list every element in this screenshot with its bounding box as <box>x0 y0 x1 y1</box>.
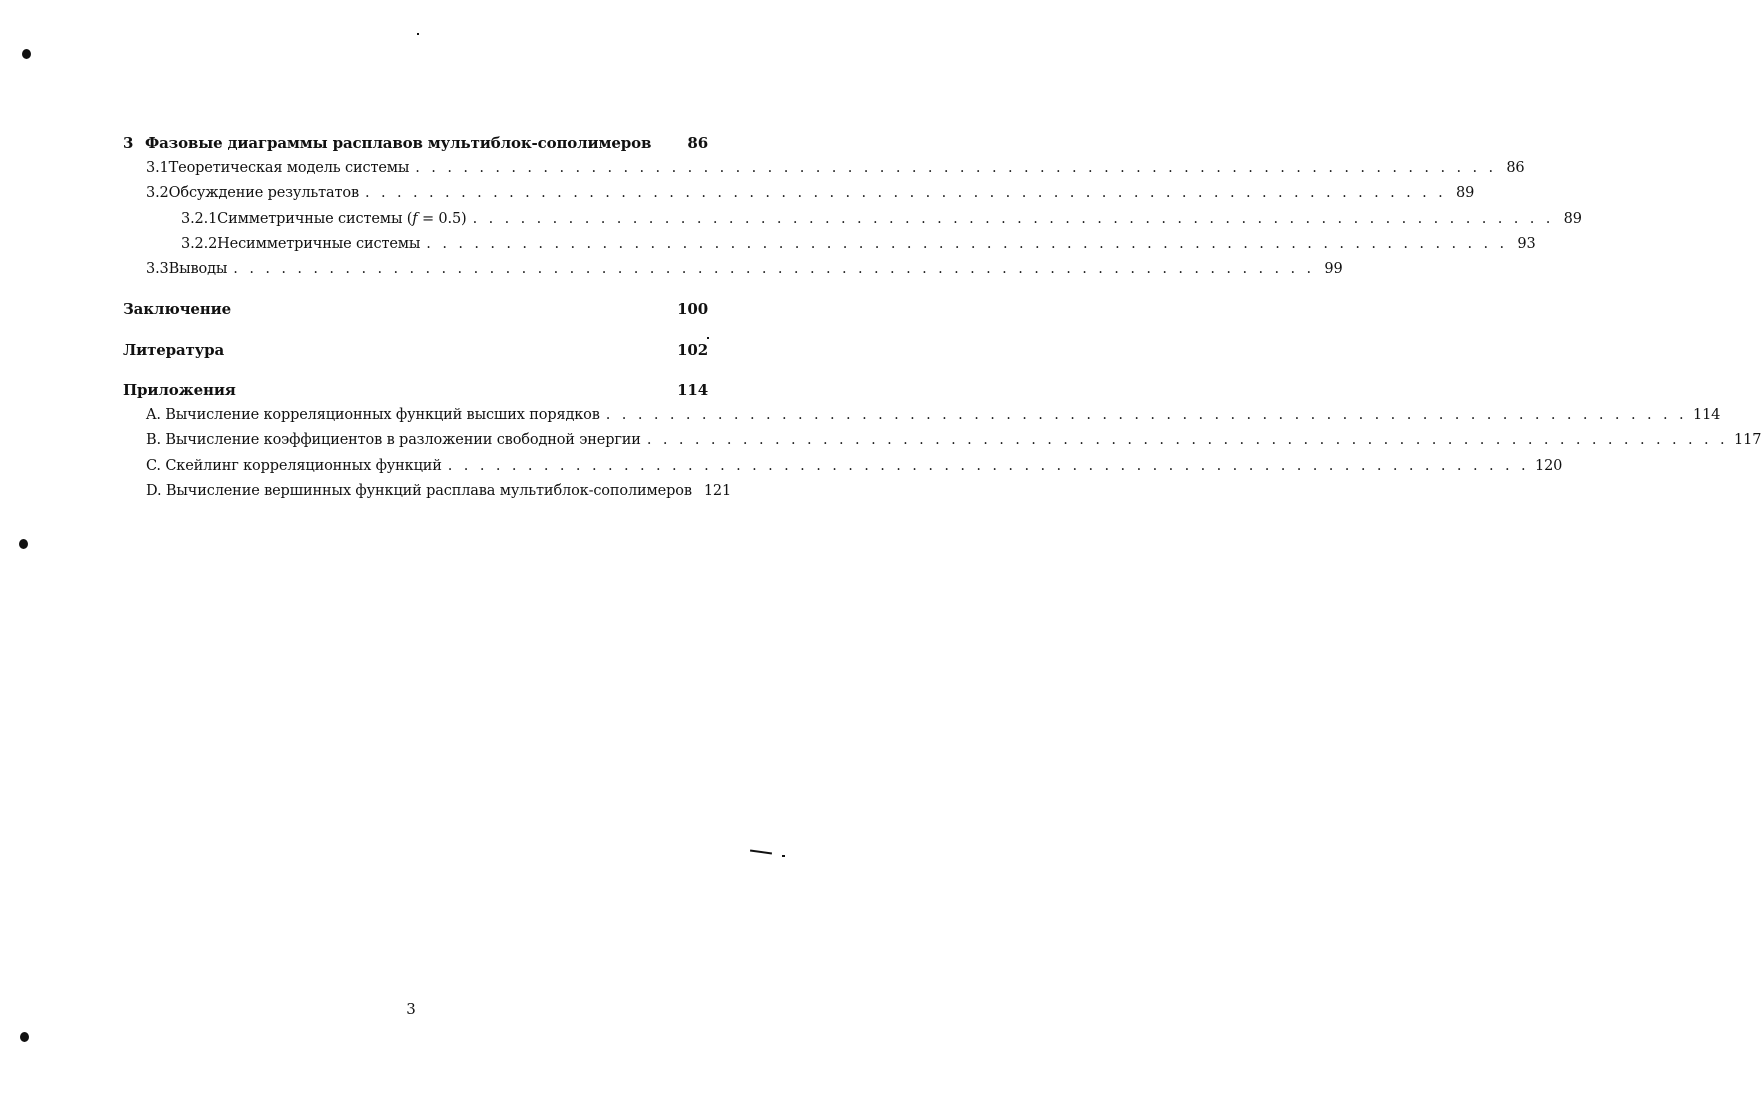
toc-page-number: 89 <box>1563 211 1582 227</box>
toc-section-number: 3.3 <box>146 261 169 277</box>
toc-leader-dots: . . . . . . . . . . . . . . . . . . . . . . . . . . . . . . . . . . . . . . . . . . . . . . . . . . . . . . . . . . . . . . . . . . . . <box>426 236 1508 252</box>
toc-section-title: Обсуждение результатов <box>168 185 359 201</box>
toc-page-number: 117 <box>1734 432 1761 448</box>
toc-literature[interactable] <box>0 339 792 361</box>
toc-chapter-title: Приложения <box>123 381 236 399</box>
toc-leader-dots: . . . . . . . . . . . . . . . . . . . . . . . . . . . . . . . . . . . . . . . . . . . . . . . . . . . . . . . . . . . . . . . . . . . . <box>605 407 1688 423</box>
toc-leader-dots: . . . . . . . . . . . . . . . . . . . . . . . . . . . . . . . . . . . . . . . . . . . . . . . . . . . . . . . . . . . . . . . . . . . . <box>233 261 1315 277</box>
toc-section-3-3[interactable] <box>0 258 1343 280</box>
scan-speck <box>782 855 785 857</box>
toc-leader-dots: . . . . . . . . . . . . . . . . . . . . . . . . . . . . . . . . . . . . . . . . . . . . . . . . . . . . . . . . . . . . . . . . . . . . <box>472 211 1554 227</box>
scan-speck <box>417 33 419 35</box>
toc-conclusion[interactable] <box>0 298 792 320</box>
toc-page-number: 86 <box>687 134 708 152</box>
toc-page-number: 93 <box>1517 236 1536 252</box>
toc-chapter-3[interactable] <box>0 132 792 154</box>
toc-page-number: 121 <box>703 483 732 499</box>
toc-appendix-title: A. Вычисление корреляционных функций высших порядков <box>146 407 600 423</box>
toc-appendix-b[interactable] <box>0 429 1761 451</box>
toc-leader-dots: . . . . . . . . . . . . . . . . . . . . . . . . . . . . . . . . . . . . . . . . . . . . . . . . . . . . . . . . . . . . . . . . . . . . <box>646 432 1729 448</box>
toc-leader-dots: . . . . . . . . . . . . . . . . . . . . . . . . . . . . . . . . . . . . . . . . . . . . . . . . . . . . . . . . . . . . . . . . . . . . <box>447 458 1530 474</box>
toc-chapter-number: 3 <box>123 134 134 152</box>
toc-chapter-title: Заключение <box>123 300 231 318</box>
toc-appendices[interactable] <box>0 379 792 401</box>
scan-stroke <box>750 849 772 854</box>
toc-appendix-c[interactable] <box>0 455 1563 477</box>
toc-page-number: 86 <box>1506 160 1525 176</box>
page-number: 3 <box>406 1000 416 1018</box>
toc-section-number: 3.2 <box>146 185 169 201</box>
math-variable: f <box>412 211 418 227</box>
binder-hole-bottom <box>20 1032 29 1042</box>
toc-chapter-title: Литература <box>123 341 225 359</box>
toc-appendix-a[interactable] <box>0 404 1721 426</box>
toc-page-number: 102 <box>677 341 708 359</box>
toc-page-number: 99 <box>1324 261 1343 277</box>
toc-title-text: = 0.5) <box>417 211 467 227</box>
toc-page-number: 114 <box>677 381 708 399</box>
toc-section-number: 3.2.1 <box>181 211 218 227</box>
toc-page-number: 89 <box>1456 185 1475 201</box>
toc-title-text: Симметричные системы ( <box>217 211 413 227</box>
toc-section-3-1[interactable] <box>0 157 1525 179</box>
binder-hole-top <box>22 49 31 59</box>
toc-section-number: 3.1 <box>146 160 169 176</box>
toc-appendix-title: B. Вычисление коэффициентов в разложении свободной энергии <box>146 432 641 448</box>
toc-section-title: Теоретическая модель системы <box>168 160 410 176</box>
toc-subsection-3-2-1[interactable] <box>0 208 1582 230</box>
toc-section-number: 3.2.2 <box>181 236 218 252</box>
toc-section-title: Несимметричные системы <box>217 236 421 252</box>
toc-subsection-3-2-2[interactable] <box>0 233 1536 255</box>
toc-page-number: 100 <box>677 300 708 318</box>
toc-appendix-title: C. Скейлинг корреляционных функций <box>146 458 442 474</box>
toc-section-title <box>217 208 466 230</box>
toc-page-number: 120 <box>1535 458 1563 474</box>
toc-section-title: Выводы <box>168 261 228 277</box>
toc-section-3-2[interactable] <box>0 182 1475 204</box>
toc-chapter-title: Фазовые диаграммы расплавов мультиблок-сополимеров <box>145 134 652 152</box>
toc-page-number: 114 <box>1693 407 1721 423</box>
toc-leader-dots: . . . . . . . . . . . . . . . . . . . . . . . . . . . . . . . . . . . . . . . . . . . . . . . . . . . . . . . . . . . . . . . . . . . . <box>415 160 1497 176</box>
toc-appendix-title: D. Вычисление вершинных функций расплава мультиблок-сополимеров <box>146 483 692 499</box>
binder-hole-middle <box>19 539 28 549</box>
toc-leader-dots: . . . . . . . . . . . . . . . . . . . . . . . . . . . . . . . . . . . . . . . . . . . . . . . . . . . . . . . . . . . . . . . . . . . . <box>364 185 1447 201</box>
toc-appendix-d[interactable] <box>0 480 792 502</box>
